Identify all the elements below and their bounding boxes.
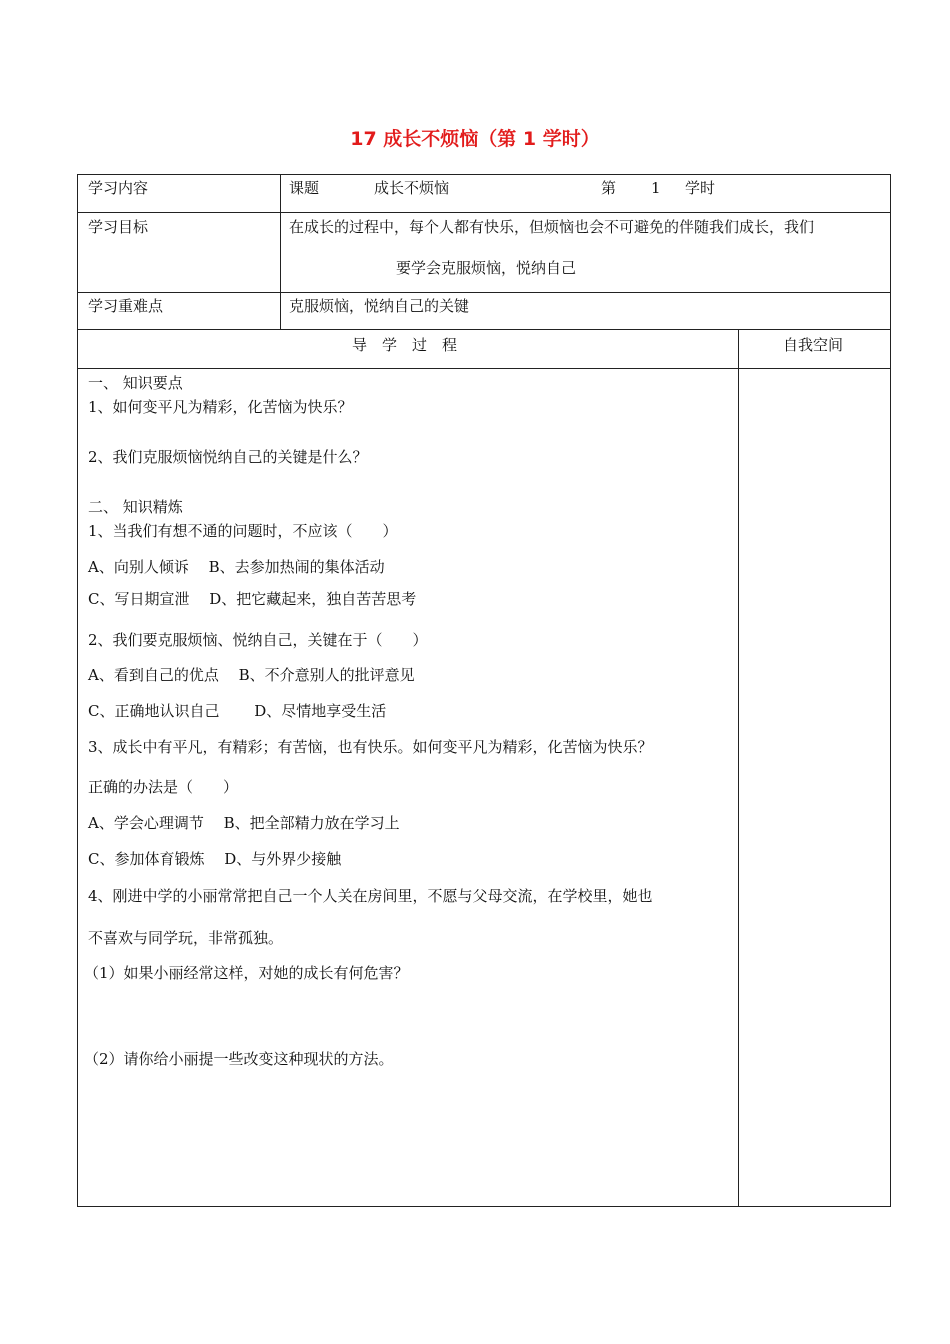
exercise-1-options-cd: C、写日期宣泄 D、把它藏起来，独自苦苦思考	[88, 590, 417, 608]
table-border-right	[890, 174, 891, 1207]
exercise-4-line-2: 不喜欢与同学玩，非常孤独。	[88, 929, 284, 947]
exercise-4-subquestion-1: （1）如果小丽经常这样，对她的成长有何危害？	[84, 964, 409, 982]
self-space-column-divider	[738, 329, 739, 1207]
exercise-3-options-ab: A、学会心理调节 B、把全部精力放在学习上	[88, 814, 400, 832]
self-space-heading: 自我空间	[783, 336, 844, 354]
exercise-3-line-2: 正确的办法是（ ）	[88, 778, 239, 796]
course-value: 成长不烦恼	[374, 179, 450, 197]
objective-line-1: 在成长的过程中，每个人都有快乐，但烦恼也会不可避免的伴随我们成长，我们	[289, 218, 815, 236]
label-column-divider	[280, 174, 281, 330]
objective-line-2: 要学会克服烦恼，悦纳自己	[396, 259, 577, 277]
exercise-3-line-1: 3、成长中有平凡，有精彩；有苦恼，也有快乐。如何变平凡为精彩，化苦恼为快乐？	[88, 738, 653, 756]
table-border-top	[77, 174, 891, 175]
knowledge-question-2: 2、我们克服烦恼悦纳自己的关键是什么？	[88, 448, 368, 466]
exercise-2-options-ab: A、看到自己的优点 B、不介意别人的批评意见	[88, 666, 415, 684]
table-border-left	[77, 174, 78, 1207]
row-divider	[77, 368, 891, 369]
section-2-title: 二、 知识精炼	[88, 498, 183, 516]
exercise-2: 2、我们要克服烦恼、悦纳自己，关键在于（ ）	[88, 631, 428, 649]
period-suffix: 学时	[685, 179, 716, 197]
section-1-title: 一、 知识要点	[88, 374, 183, 392]
row-label-key-points: 学习重难点	[88, 297, 164, 315]
key-points-value: 克服烦恼，悦纳自己的关键	[289, 297, 470, 315]
row-label-objective: 学习目标	[88, 218, 149, 236]
table-border-bottom	[77, 1206, 891, 1207]
row-divider	[77, 212, 891, 213]
exercise-1: 1、当我们有想不通的问题时，不应该（ ）	[88, 522, 398, 540]
exercise-4-line-1: 4、刚进中学的小丽常常把自己一个人关在房间里，不愿与父母交流，在学校里，她也	[88, 887, 653, 905]
exercise-1-options-ab: A、向别人倾诉 B、去参加热闹的集体活动	[88, 558, 385, 576]
exercise-3-options-cd: C、参加体育锻炼 D、与外界少接触	[88, 850, 342, 868]
period-number: 1	[651, 179, 661, 197]
row-label-content: 学习内容	[88, 179, 149, 197]
guided-process-heading: 导 学 过 程	[352, 336, 458, 354]
course-label: 课题	[289, 179, 320, 197]
row-divider	[77, 292, 891, 293]
row-divider	[77, 329, 891, 330]
exercise-2-options-cd: C、正确地认识自己 D、尽情地享受生活	[88, 702, 387, 720]
knowledge-question-1: 1、如何变平凡为精彩，化苦恼为快乐？	[88, 398, 353, 416]
exercise-4-subquestion-2: （2）请你给小丽提一些改变这种现状的方法。	[84, 1050, 394, 1068]
document-title: 17 成长不烦恼（第 1 学时）	[350, 128, 600, 150]
period-prefix: 第	[601, 179, 617, 197]
